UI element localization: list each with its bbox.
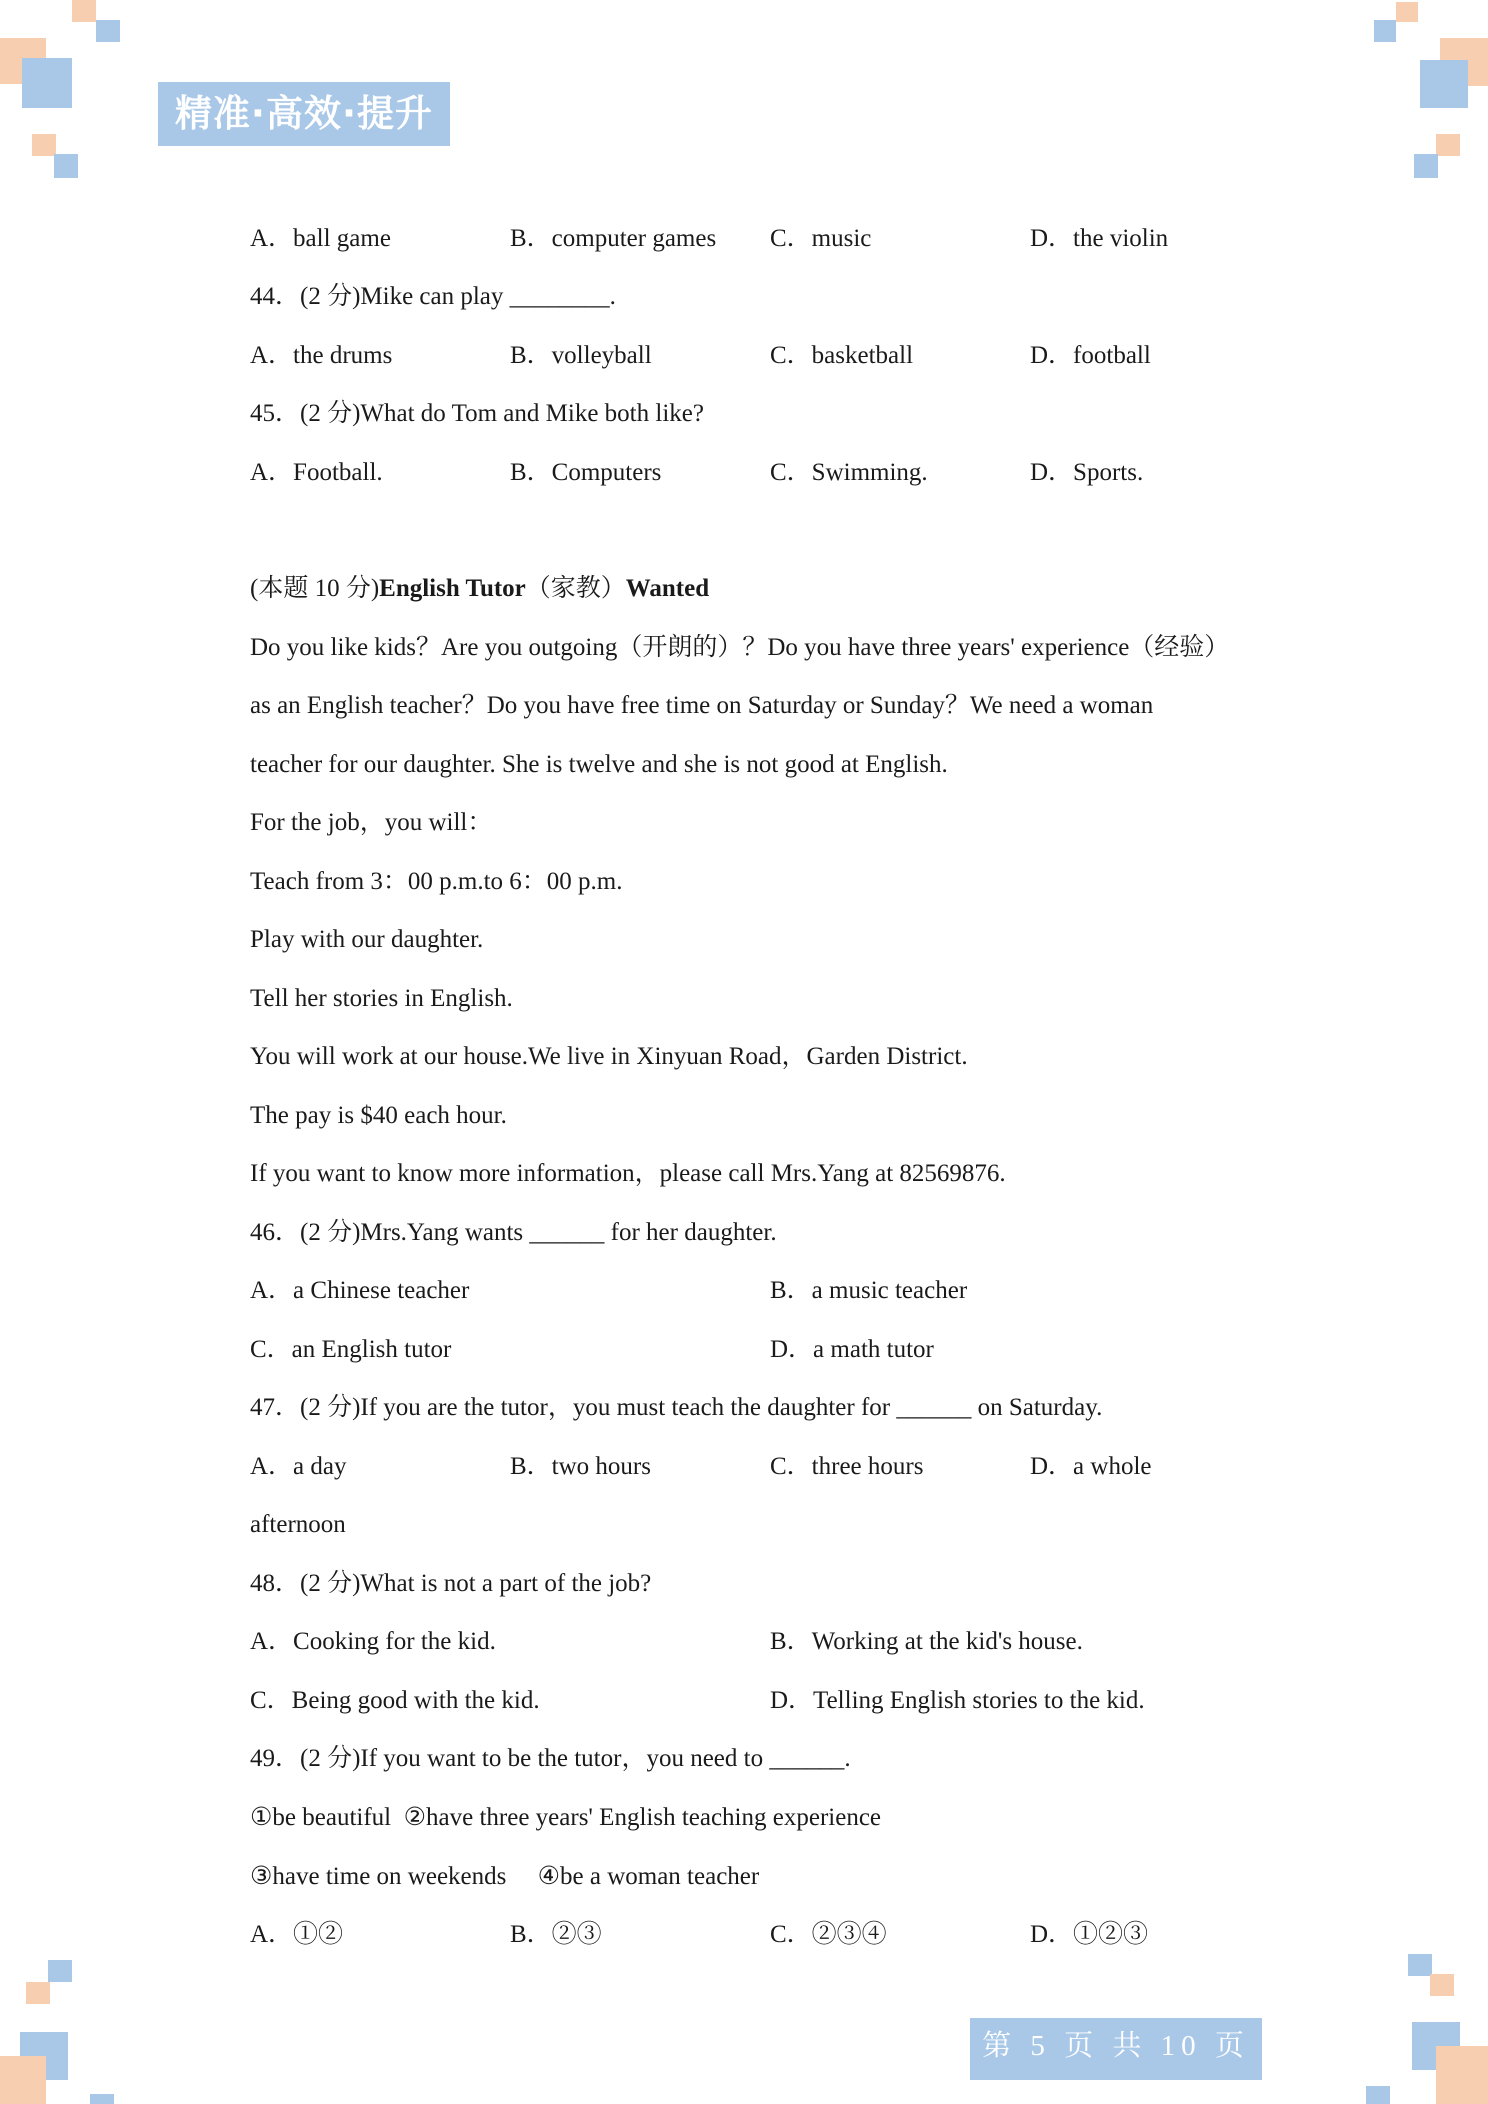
- q46-option-a: A．a Chinese teacher: [250, 1277, 470, 1304]
- q43-option-c: C．music: [770, 225, 872, 252]
- decor-square: [1408, 1954, 1432, 1976]
- q43-option-b: B．computer games: [510, 225, 717, 252]
- passage-line: The pay is $40 each hour.: [250, 1102, 507, 1129]
- q44-option-c: C．basketball: [770, 342, 914, 369]
- q47-option-c: C．three hours: [770, 1453, 924, 1480]
- q47-option-a: A．a day: [250, 1453, 347, 1480]
- passage-line: If you want to know more information，please call Mrs.Yang at 82569876.: [250, 1160, 1006, 1187]
- decor-square: [72, 0, 96, 22]
- decor-square: [54, 154, 78, 178]
- q46-option-d: D．a math tutor: [770, 1336, 934, 1363]
- q45-stem: 45．(2 分)What do Tom and Mike both like?: [250, 400, 704, 427]
- q49-option-c: C．②③④: [770, 1921, 887, 1948]
- decor-square: [1420, 60, 1468, 108]
- q44-option-d: D．football: [1030, 342, 1151, 369]
- q45-option-a: A．Football.: [250, 459, 383, 486]
- header-banner: 精准·高效·提升: [158, 82, 450, 146]
- q49-option-a: A．①②: [250, 1921, 344, 1948]
- q43-option-d: D．the violin: [1030, 225, 1169, 252]
- q44-option-a: A．the drums: [250, 342, 393, 369]
- q47-stem: 47．(2 分)If you are the tutor，you must teach the daughter for ______ on Saturday.: [250, 1394, 1103, 1421]
- q47-option-d-continuation: afternoon: [250, 1511, 346, 1538]
- q49-items-line2: ③have time on weekends ④be a woman teacher: [250, 1863, 760, 1890]
- q43-option-a: A．ball game: [250, 225, 391, 252]
- passage-title-en1: English Tutor: [379, 575, 526, 602]
- q48-option-c: C．Being good with the kid.: [250, 1687, 540, 1714]
- decor-square: [1414, 154, 1438, 178]
- passage-line: Do you like kids？Are you outgoing（开朗的）？Do you have three years' experience（经验）: [250, 634, 1230, 661]
- passage-line: Teach from 3：00 p.m.to 6：00 p.m.: [250, 868, 623, 895]
- passage-title-cn: （家教）: [525, 575, 626, 602]
- passage-line: as an English teacher？Do you have free time on Saturday or Sunday？We need a woman: [250, 692, 1154, 719]
- decor-square: [1436, 134, 1460, 156]
- q47-option-b: B．two hours: [510, 1453, 651, 1480]
- decor-square: [22, 58, 72, 108]
- q49-option-b: B．②③: [510, 1921, 602, 1948]
- decor-square: [26, 1982, 50, 2004]
- q45-option-c: C．Swimming.: [770, 459, 928, 486]
- q46-option-c: C．an English tutor: [250, 1336, 452, 1363]
- decor-square: [1396, 2, 1418, 22]
- passage-line: For the job，you will：: [250, 809, 493, 836]
- q45-option-d: D．Sports.: [1030, 459, 1144, 486]
- passage-title-en2: Wanted: [625, 575, 710, 602]
- q48-option-d: D．Telling English stories to the kid.: [770, 1687, 1145, 1714]
- q49-option-d: D．①②③: [1030, 1921, 1149, 1948]
- passage-line: Play with our daughter.: [250, 926, 484, 953]
- decor-square: [48, 1960, 72, 1982]
- q46-stem: 46．(2 分)Mrs.Yang wants ______ for her daughter.: [250, 1219, 777, 1246]
- decor-square: [0, 2056, 46, 2104]
- q44-stem: 44．(2 分)Mike can play ________.: [250, 283, 616, 310]
- q44-option-b: B．volleyball: [510, 342, 652, 369]
- passage-score: (本题 10 分): [250, 575, 380, 602]
- decor-square: [1430, 1974, 1454, 1996]
- page-number: 第 5 页 共 10 页: [970, 2018, 1262, 2080]
- q45-option-b: B．Computers: [510, 459, 662, 486]
- q47-option-d: D．a whole: [1030, 1453, 1152, 1480]
- decor-square: [32, 134, 56, 156]
- q49-items-line1: ①be beautiful ②have three years' English teaching experience: [250, 1804, 882, 1831]
- decor-square: [96, 20, 120, 42]
- decor-square: [1366, 2086, 1390, 2104]
- decor-square: [1436, 2046, 1488, 2104]
- passage-line: teacher for our daughter. She is twelve and she is not good at English.: [250, 751, 948, 778]
- passage-line: You will work at our house.We live in Xinyuan Road，Garden District.: [250, 1043, 968, 1070]
- q49-stem: 49．(2 分)If you want to be the tutor，you need to ______.: [250, 1745, 851, 1772]
- passage-line: Tell her stories in English.: [250, 985, 513, 1012]
- passage-heading: [250, 572, 709, 606]
- q48-option-a: A．Cooking for the kid.: [250, 1628, 496, 1655]
- q48-stem: 48．(2 分)What is not a part of the job?: [250, 1570, 652, 1597]
- decor-square: [1374, 20, 1396, 42]
- decor-square: [90, 2094, 114, 2104]
- q46-option-b: B．a music teacher: [770, 1277, 968, 1304]
- q48-option-b: B．Working at the kid's house.: [770, 1628, 1083, 1655]
